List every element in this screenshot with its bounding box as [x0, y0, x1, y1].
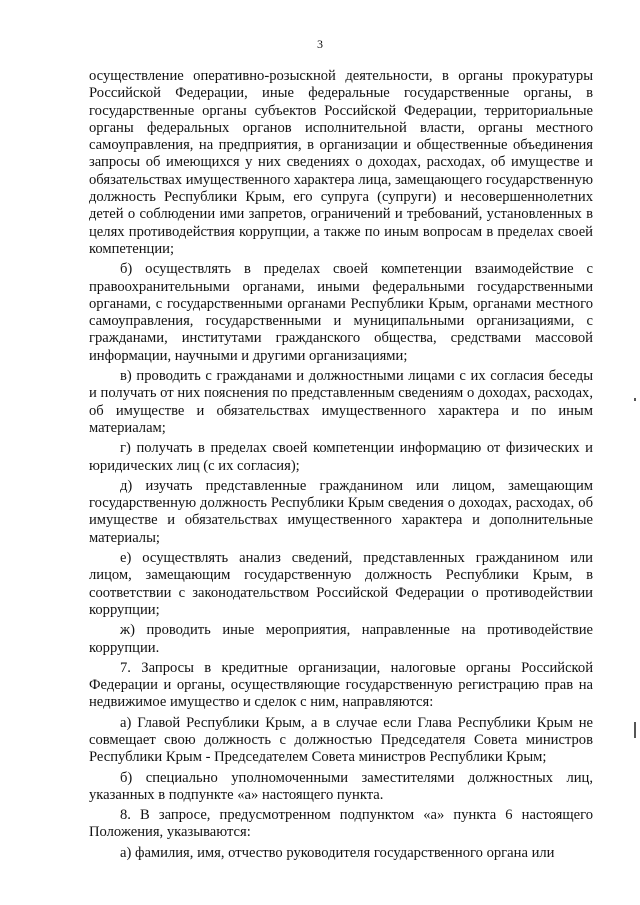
document-body	[89, 68, 593, 865]
paragraph-6e: е) осуществлять анализ сведений, представленных гражданином или лицом, замещающим государственную должность Республики Крым, в соответствии с законодательством Российской Федерации о противодействии коррупции;	[89, 550, 593, 618]
paragraph-continuation: осуществление оперативно-розыскной деятельности, в органы прокуратуры Российской Федерации, иные федеральные государственные органы, в государственные органы субъектов Российской Федерации, территориальные органы федеральных органов исполнительной власти, органы местного самоуправления, на предприятия, в организации и общественные объединения запросы об имеющихся у них сведениях о доходах, расходах, об имуществе и обязательствах имущественного характера лица, замещающего государственную должность Республики Крым, его супруга (супруги) и несовершеннолетних детей о соблюдении ими запретов, ограничений и требований, установленных в целях противодействия коррупции, а также по иным вопросам в пределах своей компетенции;	[89, 68, 593, 257]
paragraph-6b: б) осуществлять в пределах своей компетенции взаимодействие с правоохранительными органами, иными федеральными государственными органами, с государственными органами Республики Крым, органами местного самоуправления, государственными и муниципальными организациями, с гражданами, институтами гражданского общества, средствами массовой информации, научными и другими организациями;	[89, 261, 593, 364]
paragraph-8a: а) фамилия, имя, отчество руководителя государственного органа или	[120, 844, 555, 861]
scan-edge-mark	[634, 722, 636, 738]
paragraph-8: 8. В запросе, предусмотренном подпунктом «а» пункта 6 настоящего Положения, указываются:	[89, 807, 593, 841]
paragraph-6v: в) проводить с гражданами и должностными лицами с их согласия беседы и получать от них пояснения по представленным сведениям о доходах, расходах, об имуществе и обязательствах имущественного характера и по иным материалам;	[89, 368, 593, 436]
scan-edge-mark	[634, 398, 636, 401]
paragraph-6zh: ж) проводить иные мероприятия, направленные на противодействие коррупции.	[89, 622, 593, 656]
paragraph-7a: а) Главой Республики Крым, а в случае если Глава Республики Крым не совмещает свою должность с должностью Председателя Совета министров Республики Крым - Председателем Совета министров Республики Крым;	[89, 714, 593, 766]
paragraph-6g: г) получать в пределах своей компетенции информацию от физических и юридических лиц (с их согласия);	[89, 440, 593, 474]
paragraph-6d: д) изучать представленные гражданином или лицом, замещающим государственную должность Республики Крым сведения о доходах, расходах, об имуществе и обязательствах имущественного характера и дополнительные материалы;	[89, 477, 593, 546]
paragraph-7b: б) специально уполномоченными заместителями должностных лиц, указанных в подпункте «а» настоящего пункта.	[89, 769, 593, 803]
page-number: 3	[317, 37, 323, 51]
paragraph-7: 7. Запросы в кредитные организации, налоговые органы Российской Федерации и органы, осуществляющие государственную регистрацию прав на недвижимое имущество и сделок с ним, направляются:	[89, 659, 593, 711]
